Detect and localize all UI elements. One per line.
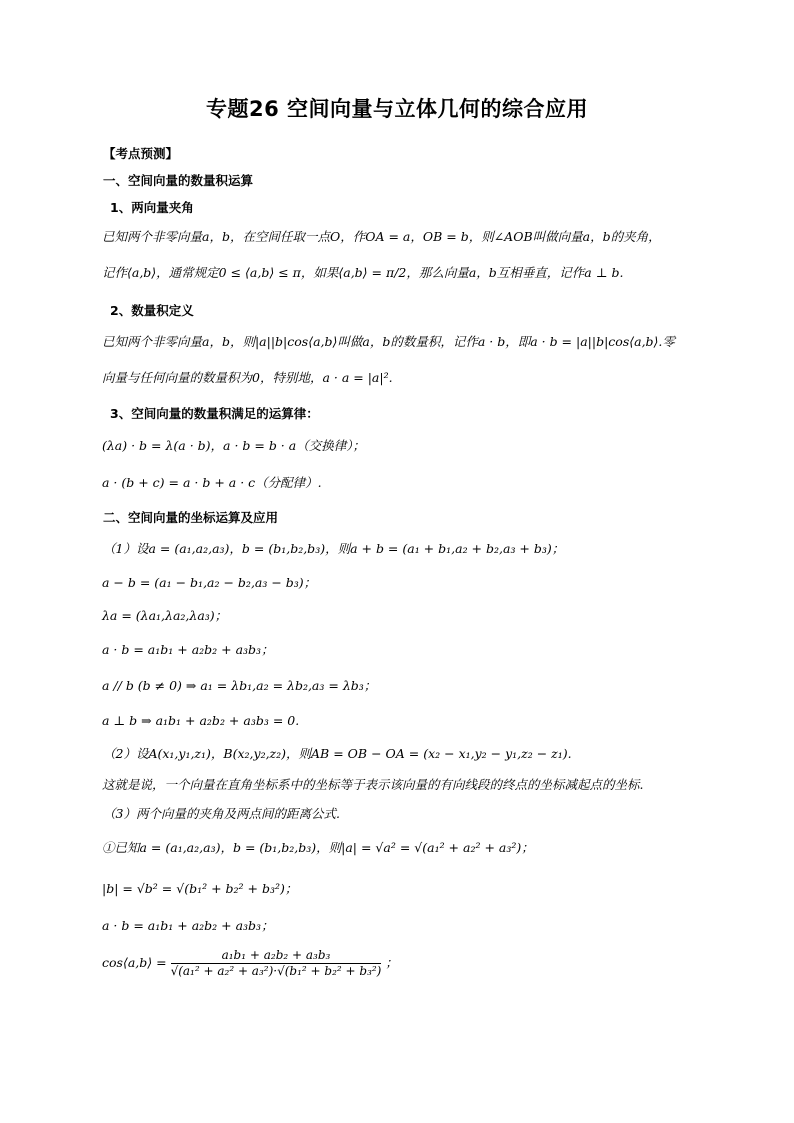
coord-line-4: a · b = a₁b₁ + a₂b₂ + a₃b₃； bbox=[102, 642, 274, 657]
preview-heading: 【考点预测】 bbox=[103, 146, 179, 161]
coord-line-6: a ⊥ b ⇒ a₁b₁ + a₂b₂ + a₃b₃ = 0. bbox=[102, 713, 300, 728]
cosine-formula bbox=[102, 948, 398, 979]
cosine-formula-prefix: cos⟨a,b⟩ = bbox=[102, 955, 167, 970]
dot-definition-line-2: 向量与任何向量的数量积为0，特别地，a · a = |a|². bbox=[102, 370, 393, 385]
coord-line-11: |b| = √b² = √(b₁² + b₂² + b₃²)； bbox=[102, 881, 298, 896]
cosine-formula-numerator: a₁b₁ + a₂b₂ + a₃b₃ bbox=[171, 948, 382, 964]
dot-definition-line-1: 已知两个非零向量a，b，则|a||b|cos⟨a,b⟩叫做a，b的数量积，记作a · b，即a · b = |a||b|cos⟨a,b⟩.零 bbox=[102, 334, 675, 349]
subsection-1-3-heading: 3、空间向量的数量积满足的运算律： bbox=[110, 406, 319, 421]
coord-line-7: （2）设A(x₁,y₁,z₁)，B(x₂,y₂,z₂)，则AB = OB − OA = (x₂ − x₁,y₂ − y₁,z₂ − z₁). bbox=[103, 746, 572, 761]
section-1-heading: 一、空间向量的数量积运算 bbox=[103, 173, 254, 188]
section-2-heading: 二、空间向量的坐标运算及应用 bbox=[103, 510, 279, 525]
coord-line-8: 这就是说，一个向量在直角坐标系中的坐标等于表示该向量的有向线段的终点的坐标减起点的坐标. bbox=[102, 777, 644, 792]
law-line-2: a · (b + c) = a · b + a · c（分配律）. bbox=[102, 475, 322, 490]
coord-line-9: （3）两个向量的夹角及两点间的距离公式. bbox=[103, 806, 340, 821]
angle-definition-line-1: 已知两个非零向量a，b，在空间任取一点O，作OA = a，OB = b，则∠AOB叫做向量a，b的夹角， bbox=[102, 229, 661, 244]
coord-line-1: （1）设a = (a₁,a₂,a₃)，b = (b₁,b₂,b₃)，则a + b = (a₁ + b₁,a₂ + b₂,a₃ + b₃)； bbox=[103, 541, 565, 556]
coord-line-10: ①已知a = (a₁,a₂,a₃)，b = (b₁,b₂,b₃)，则|a| = √a² = √(a₁² + a₂² + a₃²)； bbox=[102, 840, 534, 855]
angle-definition-line-2: 记作⟨a,b⟩，通常规定0 ≤ ⟨a,b⟩ ≤ π，如果⟨a,b⟩ = π/2，那么向量a，b互相垂直，记作a ⊥ b. bbox=[102, 265, 624, 280]
coord-line-12: a · b = a₁b₁ + a₂b₂ + a₃b₃； bbox=[102, 918, 274, 933]
subsection-1-2-heading: 2、数量积定义 bbox=[110, 303, 194, 318]
coord-line-5: a // b (b ≠ 0) ⇒ a₁ = λb₁,a₂ = λb₂,a₃ = λb₃； bbox=[102, 678, 377, 693]
cosine-formula-fraction bbox=[171, 948, 382, 979]
cosine-formula-denominator: √(a₁² + a₂² + a₃²)·√(b₁² + b₂² + b₃²) bbox=[170, 964, 382, 978]
cosine-formula-suffix: ； bbox=[385, 955, 398, 970]
subsection-1-1-heading: 1、两向量夹角 bbox=[110, 200, 194, 215]
coord-line-2: a − b = (a₁ − b₁,a₂ − b₂,a₃ − b₃)； bbox=[102, 575, 317, 590]
law-line-1: (λa) · b = λ(a · b)，a · b = b · a（交换律）； bbox=[102, 438, 365, 453]
page-title: 专题26 空间向量与立体几何的综合应用 bbox=[205, 97, 589, 121]
coord-line-3: λa = (λa₁,λa₂,λa₃)； bbox=[102, 608, 228, 623]
